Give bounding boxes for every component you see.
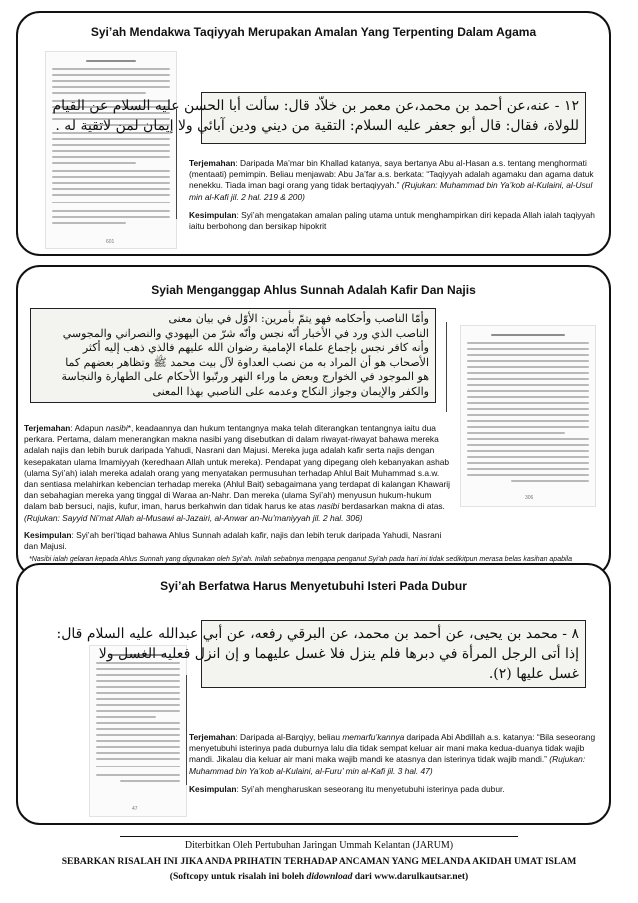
terjemahan-text: : Daripada Ma’mar bin Khallad katanya, saya bertanya Abu al-Hasan a.s. tentang menghormati (mentaati) pemimpin. Beliau menjawab: Abu Ja’far a.s. berkata: “Taqiyyah adalah agamaku dan agama datuk nenekku. Tiada iman bagi orang yang tidak bertaqiyyah.” — [189, 158, 594, 191]
scan-page-number: 306 — [525, 495, 534, 501]
terjemahan-reference: (Rujukan: Muhammad bin Ya’kob al-Kulaini, al-Furu’ min al-Kafi jil. 3 hal. 47) — [189, 754, 586, 776]
terjemahan-label: Terjemahan — [189, 158, 236, 168]
translation-block — [189, 732, 600, 795]
footer-divider — [120, 836, 518, 837]
terjemahan-label: Terjemahan — [189, 732, 236, 742]
arabic-quote — [52, 92, 586, 144]
arabic-line: ١٢ - عنه،عن أحمد بن محمد،عن معمر بن خلاّد قال: سألت أبا الحسن عليه السلام عن القيام — [52, 98, 579, 114]
translation-block — [189, 158, 600, 232]
panel-title: Syiah Menganggap Ahlus Sunnah Adalah Kafir Dan Najis — [151, 283, 476, 297]
arabic-line: الأصحاب هو أن المراد به من نصب العداوة لآل بيت محمد ﷺ وتظاهر بعضهم كما — [65, 355, 429, 369]
call-to-action: SEBARKAN RISALAH INI JIKA ANDA PRIHATIN TERHADAP ANCAMAN YANG MELANDA AKIDAH UMAT ISLAM — [61, 856, 577, 867]
download-info — [0, 871, 638, 882]
arabic-line: إذا أتى الرجل المرأة في دبرها فلم ينزل فلا غسل عليهما و إن انزل فعليه الغسل ولا — [98, 646, 579, 662]
terjemahan-label: Terjemahan — [24, 423, 71, 433]
terjemahan-paragraph — [189, 158, 600, 203]
kesimpulan-label: Kesimpulan — [189, 783, 237, 794]
kesimpulan-text: : Syi’ah beri’tiqad bahawa Ahlus Sunnah adalah kafir, najis dan lebih teruk daripada Yahudi, Nasrani dan Majusi. — [24, 529, 442, 552]
term-marfu: memarfu’kannya — [342, 732, 405, 742]
terjemahan-paragraph — [189, 732, 600, 777]
terjemahan-reference: (Rujukan: Sayyid Ni’mat Allah al-Musawi al-Jazairi, al-Anwar an-Nu’maniyyah jil. 2 hal. 306) — [24, 512, 363, 523]
arabic-quote — [56, 620, 586, 688]
terjemahan-reference: (Rujukan: Muhammad bin Ya’kob al-Kulaini, al-Usul min al-Kafi jil. 2 hal. 219 & 200) — [189, 180, 593, 202]
footnote-nasibi: *Nasibi ialah gelaran kepada Ahlus Sunnah yang digunakan oleh Syi’ah. Inilah sebabnya mengapa penganut Syi’ah pada hari ini tidak sedikitpun merasa belas kasihan apabila — [29, 556, 573, 563]
kesimpulan-label: Kesimpulan — [24, 529, 72, 540]
callout-line — [446, 322, 447, 412]
panel-title: Syi’ah Mendakwa Taqiyyah Merupakan Amalan Yang Terpenting Dalam Agama — [90, 25, 537, 39]
panel-taqiyyah — [16, 11, 611, 256]
scan-page-number: 47 — [132, 806, 138, 812]
kesimpulan-paragraph — [24, 530, 452, 552]
arabic-line: وأنه كافر نجس بإجماع علماء الإمامية رضوان الله عليهم فالذي ذهب إليه أكثر — [82, 341, 429, 354]
kesimpulan-paragraph — [189, 784, 600, 795]
terjemahan-text: : Adapun — [70, 423, 106, 433]
kesimpulan-paragraph — [189, 210, 600, 232]
arabic-line: للولاة، فقال: قال أبو جعفر عليه السلام: التقية من ديني ودين آبائي ولا إيمان لمن لاتقية له . — [55, 118, 579, 134]
download-text: (Softcopy untuk risalah ini boleh — [169, 871, 307, 882]
download-word: didownload — [306, 871, 353, 882]
scan-page-number: 601 — [106, 239, 115, 245]
scanned-book-page — [89, 645, 187, 817]
terjemahan-paragraph — [24, 423, 452, 524]
publisher-line: Diterbitkan Oleh Pertubuhan Jaringan Ummah Kelantan (JARUM) — [184, 840, 454, 851]
terjemahan-text: daripada Abi Abdillah a.s. katanya: “Bila seseorang menyetubuhi isterinya pada duburnya lalu dia tidak sempat keluar air mani maka kedua-duanya tidak wajib mandi. Jikalau dia keluar air mani maka wajib mandi ke atasnya dan isterinya tidak wajib mandi.” — [189, 732, 596, 765]
panel-fatwa — [16, 563, 611, 825]
translation-block — [24, 423, 452, 552]
terjemahan-text: : Daripada al-Barqiyy, beliau — [235, 732, 343, 742]
arabic-line: غسل عليها (٢). — [488, 666, 579, 682]
arabic-line: هو الموجود في الخوارج وبعض ما وراء النهر ورتّبوا الأحكام على الطهارة والنجاسة — [61, 370, 429, 383]
term-nasibi: nasibi — [317, 501, 340, 512]
panel-title: Syi’ah Berfatwa Harus Menyetubuhi Isteri Pada Dubur — [160, 579, 467, 593]
panel-nasibi — [16, 265, 611, 578]
scanned-book-page — [460, 325, 596, 507]
arabic-line: وأمّا الناصب وأحكامه فهو يتمّ بأمرين: الأوّل في بيان معنى — [168, 312, 429, 325]
term-nasibi: nasibi — [105, 423, 128, 433]
arabic-line: الناصب الذي ورد في الأخبار أنّه نجس وأنّه شرّ من اليهودي والنصراني والمجوسي — [62, 326, 429, 340]
kesimpulan-label: Kesimpulan — [189, 209, 237, 220]
callout-line — [186, 675, 187, 785]
scanned-book-page — [45, 51, 177, 249]
arabic-line: والكفر والإيمان وجواز النكاح وعدمه على الناصبي بهذا المعنى — [152, 384, 429, 398]
kesimpulan-text: : Syi’ah mengatakan amalan paling utama untuk menghampirkan diri kepada Allah ialah taqiyyah iaitu berbohong dan bersikap hipokrit — [189, 209, 595, 232]
arabic-line: ٨ - محمد بن يحيى، عن أحمد بن محمد، عن البرقي رفعه، عن أبي عبدالله عليه السلام قال: — [56, 626, 579, 642]
arabic-quote — [30, 308, 436, 403]
terjemahan-text: *, keadaannya dan hukum tentangnya maka telah diterangkan tentangnya iaitu dua perkara. Pertama, dalam menerangkan makna nasibi yang disebutkan di dalam riwayat-riwayat bahawa mereka adalah najis dan lebih buruk daripada Yahudi, Nasrani dan Majusi. Mereka juga adalah kafir serta najis dengan kesepakatan ulama Imamiyyah (keredhaan Allah untuk mereka). Pendapat yang dipegang oleh kebanyakan ashab (ulama Syi’ah) ialah mereka adalah orang yang menyatakan permusuhan terhadap Ahlul Bait Muhammad s.a.w. dan sentiasa melahirkan kebencian terhadap mereka (Ahlul Bait) sebagaimana yang terdapat di kalangan Khawarij dan sebahagian mereka yang tinggal di Waraa an-Nahr. Dan mereka (ulama Syi’ah) menyusun hukum-hukum dalam bab bersuci, najis, kufur, iman, harus berkahwin dan tidak harus ke atas — [24, 423, 450, 512]
download-url: dari www.darulkautsar.net) — [352, 871, 469, 882]
terjemahan-text: berdasarkan makna di atas. — [339, 501, 445, 512]
kesimpulan-text: : Syi’ah mengharuskan seseorang itu menyetubuhi isterinya pada dubur. — [236, 783, 505, 794]
